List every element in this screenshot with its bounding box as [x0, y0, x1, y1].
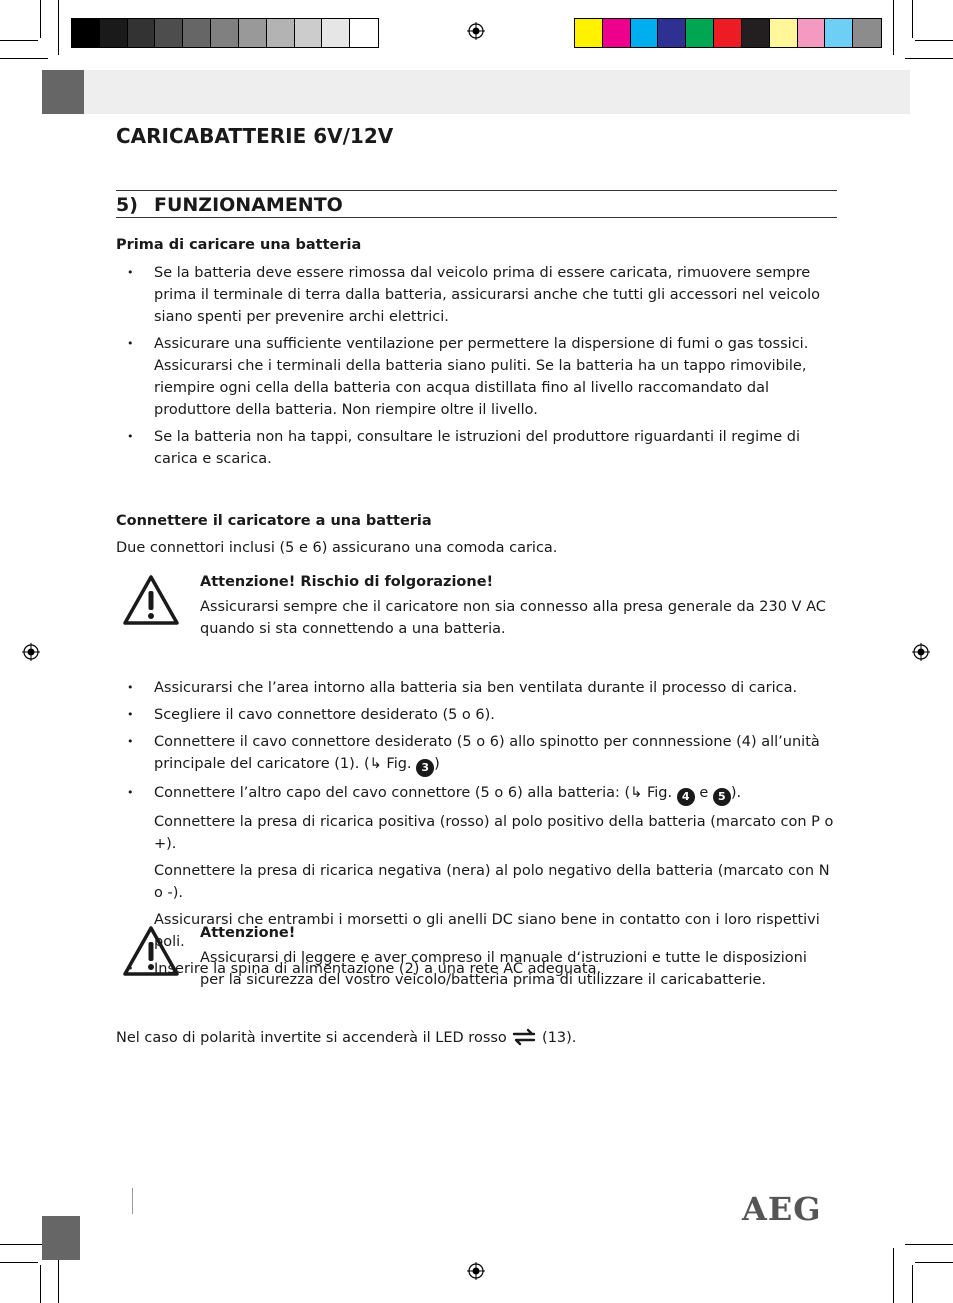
list-item: [116, 731, 836, 777]
warning-triangle-icon: [122, 925, 180, 977]
color-swatch: [239, 19, 267, 47]
crop-mark: [905, 1244, 953, 1245]
color-swatch: [128, 19, 156, 47]
color-swatch: [631, 19, 659, 47]
before-charging-heading: Prima di caricare una batteria: [116, 237, 362, 253]
crop-mark: [912, 0, 913, 38]
header-tab: [42, 70, 84, 114]
list-item: • Se la batteria non ha tappi, consultare le istruzioni del produttore riguardanti il regime di carica e scarica.: [116, 426, 836, 470]
step-text-end: ): [434, 756, 440, 772]
polarity-text: Nel caso di polarità invertite si accenderà il LED rosso: [116, 1030, 512, 1046]
header-band: [42, 70, 910, 114]
connect-heading: Connettere il caricatore a una batteria: [116, 513, 432, 529]
list-item: • Inserire la spina di alimentazione (2) a una rete AC adeguata.: [116, 958, 836, 980]
figure-ref-badge: 4: [677, 788, 695, 806]
crop-mark: [0, 58, 48, 59]
grayscale-color-bar: [71, 18, 379, 48]
color-swatch: [714, 19, 742, 47]
figure-ref-badge: 3: [416, 759, 434, 777]
list-sub-line: Connettere la presa di ricarica negativa (nera) al polo negativo della batteria (marcato con N o -).: [154, 863, 830, 901]
general-warning: [116, 925, 836, 995]
color-swatch: [322, 19, 350, 47]
crop-mark: [893, 1248, 894, 1303]
color-swatch: [742, 19, 770, 47]
list-item: • Se la batteria deve essere rimossa dal veicolo prima di essere caricata, rimuovere sempre prima il terminale di terra dalla batteria, assicurarsi anche che tutti gli accessori nel veicolo siano spenti per prevenire archi elettrici.: [116, 262, 836, 328]
warning-title: Attenzione!: [200, 925, 296, 941]
crop-mark: [40, 0, 41, 38]
list-item: • Assicurare una sufficiente ventilazione per permettere la dispersione di fumi o gas tossici. Assicurarsi che i terminali della batteria siano puliti. Se la batteria ha un tappo rimovibile, riempire ogni cella della batteria con acqua distillata fino al livello raccomandato dal produttore della batteria. Non riempire oltre il livello.: [116, 333, 836, 421]
registration-mark-icon: [912, 643, 930, 661]
crop-mark: [58, 0, 59, 55]
crop-mark: [912, 1265, 913, 1303]
registration-mark-icon: [467, 22, 485, 40]
list-item: [116, 782, 836, 806]
color-swatch: [825, 19, 853, 47]
warning-title: Attenzione! Rischio di folgorazione!: [200, 574, 494, 590]
crop-mark: [0, 1244, 48, 1245]
footer-divider: [132, 1188, 133, 1214]
color-swatch: [798, 19, 826, 47]
crop-mark: [0, 1262, 38, 1263]
crop-mark: [915, 40, 953, 41]
color-swatch: [658, 19, 686, 47]
color-swatch: [603, 19, 631, 47]
figure-ref-badge: 5: [713, 788, 731, 806]
crop-mark: [905, 58, 953, 59]
crop-mark: [0, 40, 38, 41]
list-sub-line: Assicurarsi che entrambi i morsetti o gli anelli DC siano bene in contatto con i loro rispettivi poli.: [154, 912, 820, 950]
color-swatch: [295, 19, 323, 47]
reverse-polarity-icon: [511, 1028, 537, 1046]
color-swatch: [211, 19, 239, 47]
warning-body: Assicurarsi sempre che il caricatore non sia connesso alla presa generale da 230 V AC quando si sta connettendo a una batteria.: [200, 599, 826, 637]
crop-mark: [915, 1262, 953, 1263]
color-swatch: [72, 19, 100, 47]
color-swatch: [183, 19, 211, 47]
color-swatch: [100, 19, 128, 47]
step-text-and: e: [694, 785, 713, 801]
color-swatch: [686, 19, 714, 47]
crop-mark: [40, 1265, 41, 1303]
registration-mark-icon: [22, 643, 40, 661]
registration-mark-icon: [467, 1262, 485, 1280]
color-swatch: [350, 19, 378, 47]
list-item: • Scegliere il cavo connettore desiderato (5 o 6).: [116, 704, 836, 726]
shock-warning: [116, 574, 836, 644]
document-title: CARICABATTERIE 6V/12V: [116, 124, 394, 148]
color-swatch: [853, 19, 881, 47]
section-number: 5): [116, 194, 138, 216]
color-swatch: [267, 19, 295, 47]
process-color-bar: [574, 18, 882, 48]
polarity-ref: (13).: [537, 1030, 577, 1046]
warning-triangle-icon: [122, 574, 180, 626]
color-swatch: [770, 19, 798, 47]
list-item: • Assicurarsi che l’area intorno alla batteria sia ben ventilata durante il processo di carica.: [116, 677, 836, 699]
polarity-note: [116, 1028, 576, 1046]
color-swatch: [155, 19, 183, 47]
list-sub-line: Connettere la presa di ricarica positiva (rosso) al polo positivo della batteria (marcato con P o +).: [154, 814, 834, 852]
connect-intro: Due connettori inclusi (5 e 6) assicurano una comoda carica.: [116, 540, 558, 556]
crop-mark: [893, 0, 894, 55]
warning-body: Assicurarsi di leggere e aver compreso il manuale d‘istruzioni e tutte le disposizioni per la sicurezza del vostro veicolo/batteria prima di utilizzare il caricabatterie.: [200, 950, 807, 988]
footer-tab: [42, 1216, 80, 1260]
step-text-end: ).: [730, 785, 742, 801]
color-swatch: [575, 19, 603, 47]
step-text: Connettere il cavo connettore desiderato (5 o 6) allo spinotto per connnessione (4) all’unità principale del caricatore (1). (↳ Fig.: [154, 734, 820, 772]
section-heading: [116, 190, 837, 218]
aeg-logo: AEG: [742, 1190, 822, 1228]
before-charging-list: [116, 262, 836, 470]
section-title: FUNZIONAMENTO: [154, 194, 343, 216]
step-text: Connettere l’altro capo del cavo connettore (5 o 6) alla batteria: (↳ Fig.: [154, 785, 677, 801]
